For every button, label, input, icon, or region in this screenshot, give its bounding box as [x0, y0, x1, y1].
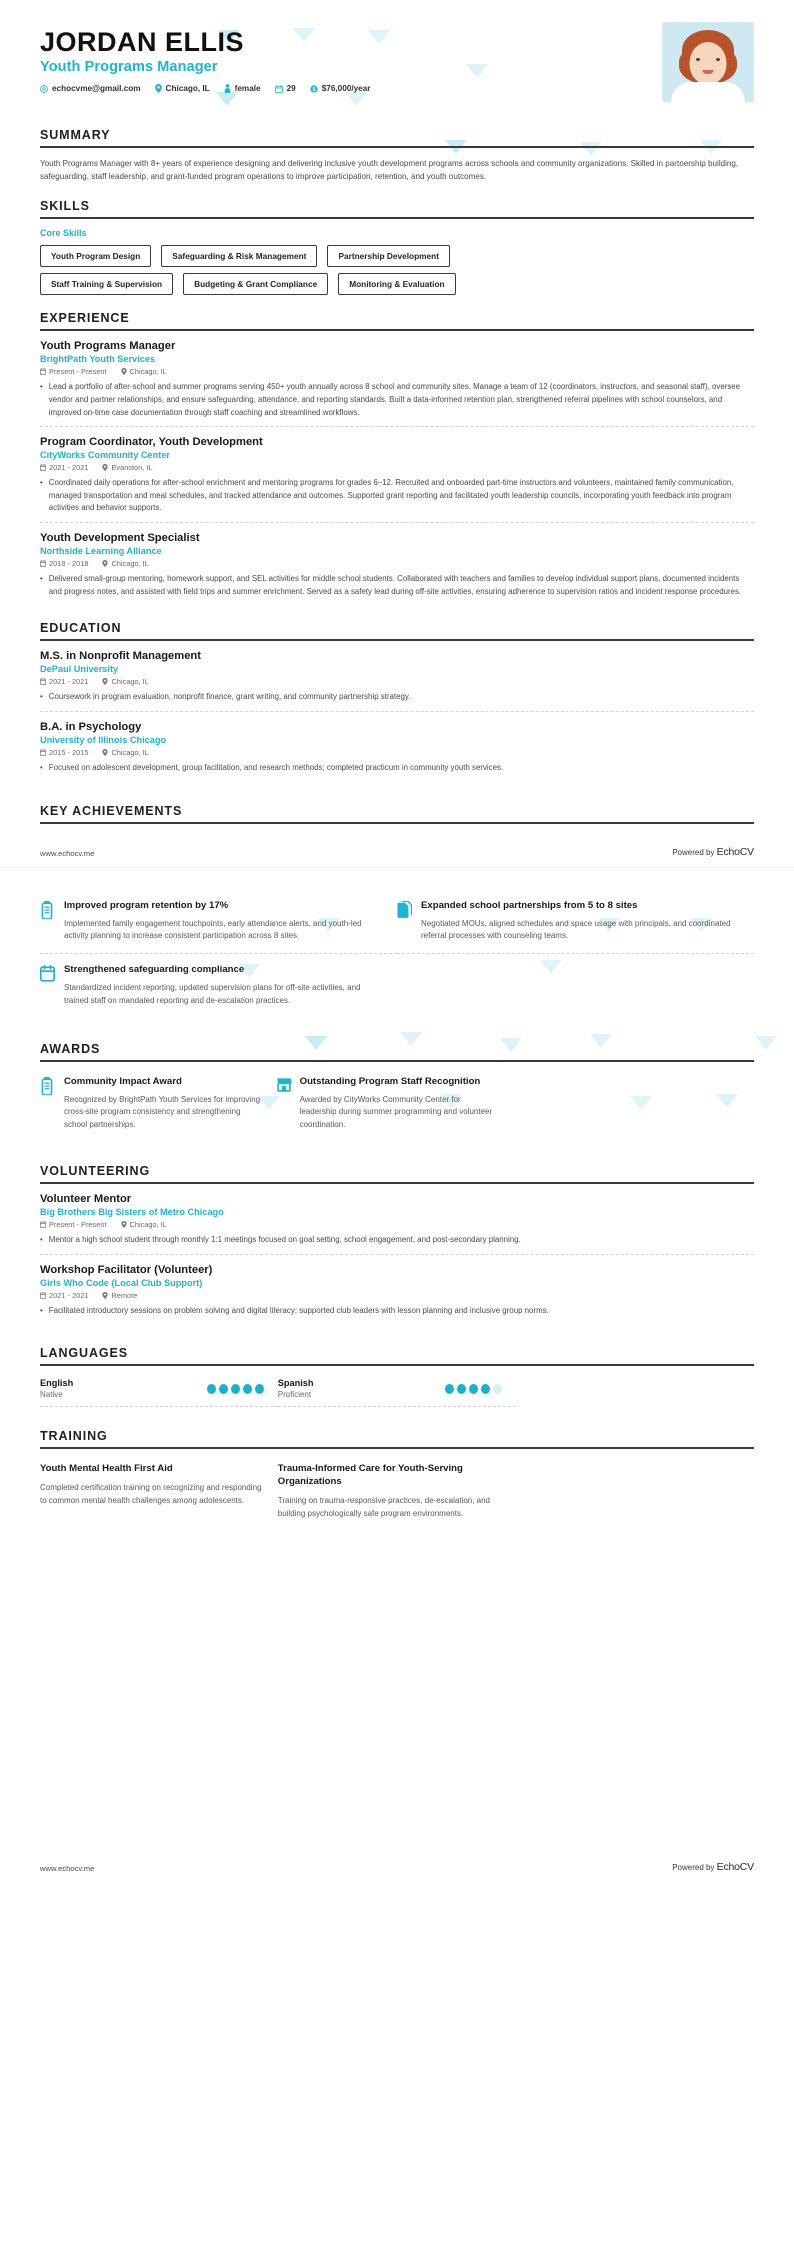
- bullet-dot: •: [40, 478, 43, 488]
- training-heading: TRAINING: [40, 1429, 108, 1444]
- entry-title: Youth Programs Manager: [40, 340, 176, 353]
- entry-dates-text: 2021 - 2021: [49, 677, 89, 687]
- footer-url: www.echocv.me: [40, 1863, 95, 1873]
- contact-location-text: Chicago, IL: [165, 84, 210, 94]
- email-icon: [40, 85, 48, 93]
- section-training: [40, 1429, 754, 1530]
- experience-entry: [40, 523, 754, 605]
- page-footer: [0, 846, 794, 858]
- summary-heading: SUMMARY: [40, 128, 111, 142]
- achievement-desc: Implemented family engagement touchpoints, early attendance alerts, and youth-led activity planning to increase consistent participation across 8 sites.: [64, 918, 362, 941]
- contact-email: [40, 84, 141, 93]
- entry-meta: [40, 1220, 754, 1229]
- section-experience: [40, 311, 754, 605]
- calendar-icon: [40, 560, 46, 567]
- entry-meta: [40, 367, 754, 376]
- calendar-icon: [40, 464, 46, 471]
- achievement-title: Expanded school partnerships from 5 to 8 sites: [421, 899, 638, 911]
- bullet-text: Focused on adolescent development, group facilitation, and research methods; completed practicum in community youth services.: [48, 762, 504, 772]
- entry-dates-text: 2018 - 2018: [49, 559, 89, 569]
- bullet-dot: •: [40, 692, 43, 702]
- contact-age: [275, 84, 296, 93]
- entry-bullets: [40, 762, 754, 775]
- location-pin-icon: [102, 749, 108, 756]
- bullet-text: Delivered small-group mentoring, homework support, and SEL activities for middle school students. Collaborated with teachers and families to develop individual support plans, documented incidents and progress notes, and assisted with field trips and summer enrichment. Served as a safety lead during off-site activities, ensuring adherence to supervision ratios and incident response procedures.: [48, 574, 742, 596]
- entry-location-text: Remote: [111, 1290, 138, 1300]
- language-rating: [445, 1378, 502, 1394]
- footer-powered-label: Powered by: [672, 1862, 715, 1872]
- bullet-item: [40, 477, 754, 515]
- bullet-item: [40, 573, 754, 598]
- candidate-role: Youth Programs Manager: [40, 59, 218, 76]
- entry-meta: [40, 463, 754, 472]
- skill-tag: Safeguarding & Risk Management: [161, 245, 317, 267]
- entry-location: [121, 1220, 167, 1229]
- entry-bullets: [40, 573, 754, 598]
- experience-entry: [40, 331, 754, 427]
- store-icon: [276, 1076, 292, 1132]
- award-item: [40, 1066, 276, 1142]
- award-desc: Awarded by CityWorks Community Center for leadership during summer programming and volunteer coordination.: [299, 1094, 493, 1130]
- entry-title: Youth Development Specialist: [40, 532, 200, 545]
- calendar-icon: [40, 1221, 46, 1228]
- entry-location-text: Chicago, IL: [129, 367, 167, 377]
- skill-tag: Budgeting & Grant Compliance: [183, 273, 328, 295]
- section-rule: [40, 822, 754, 824]
- location-pin-icon: [102, 560, 108, 567]
- entry-location: [102, 677, 148, 686]
- training-title: Trauma-Informed Care for Youth-Serving Organizations: [277, 1463, 463, 1488]
- entry-dates: [40, 1220, 107, 1229]
- resume-header: [0, 0, 794, 112]
- entry-location-text: Chicago, IL: [111, 747, 149, 757]
- award-title: Outstanding Program Staff Recognition: [299, 1075, 481, 1087]
- battery-icon: [40, 1076, 56, 1132]
- achievements-heading: KEY ACHIEVEMENTS: [40, 803, 183, 818]
- calendar-icon: [40, 1292, 46, 1299]
- entry-dates-text: 2021 - 2021: [49, 463, 89, 473]
- language-item-empty: [516, 1372, 754, 1407]
- section-awards: [40, 1042, 754, 1142]
- entry-dates: [40, 463, 88, 472]
- language-rating: [207, 1378, 264, 1394]
- language-level: Proficient: [277, 1390, 312, 1400]
- entry-dates-text: 2021 - 2021: [49, 1290, 89, 1300]
- language-text: [278, 1378, 314, 1399]
- entry-dates: [40, 367, 107, 376]
- page-spacer: [40, 1531, 754, 1861]
- training-item: [40, 1453, 278, 1530]
- section-rule: [40, 1364, 754, 1366]
- entry-title: M.S. in Nonprofit Management: [40, 650, 201, 663]
- entry-location-text: Evanston, IL: [111, 463, 153, 473]
- resume-page-2: [0, 868, 794, 1897]
- section-languages: [40, 1346, 754, 1407]
- contact-age-text: 29: [286, 84, 296, 94]
- svg-text:$: $: [312, 86, 316, 93]
- entry-bullets: [40, 691, 754, 704]
- section-rule: [40, 217, 754, 219]
- languages-list: [40, 1372, 754, 1407]
- entry-location: [121, 367, 167, 376]
- contact-email-text: echocvme@gmail.com: [52, 84, 141, 94]
- training-item-empty: [516, 1453, 754, 1530]
- contact-salary-text: $76,000/year: [321, 84, 371, 94]
- entry-organization: University of Illinois Chicago: [40, 734, 167, 745]
- bullet-text: Coursework in program evaluation, nonprofit finance, grant writing, and community partnership strategy.: [48, 692, 411, 702]
- bullet-text: Lead a portfolio of after-school and summer programs serving 450+ youth annually across 8 school and community sites. Manage a team of 12 (coordinators, instructors, and seasonal staff), oversee vendor and partner relationships, and ensure safeguarding, attendance, and reporting standards. Built a data-informed retention plan, strengthened referral pipelines with school counselors, and improved on-time case documentation through staff coaching and streamlined workflows.: [48, 382, 741, 417]
- entry-organization: Girls Who Code (Local Club Support): [40, 1277, 203, 1288]
- education-entry: [40, 641, 754, 712]
- achievement-item: [40, 954, 397, 1018]
- contact-gender-text: female: [234, 84, 261, 94]
- entry-organization: Northside Learning Alliance: [40, 546, 162, 557]
- entry-bullets: [40, 477, 754, 515]
- entry-dates: [40, 748, 88, 757]
- footer-url: www.echocv.me: [40, 848, 95, 858]
- entry-dates-text: Present - Present: [49, 367, 107, 377]
- training-item: [278, 1453, 516, 1530]
- bullet-text: Coordinated daily operations for after-school enrichment and mentoring programs for grades 6–12. Recruited and onboarded part-time instructors and volunteers, maintained family communication, managed transportation and meal schedules, and tracked attendance and outcomes. Supported grant reporting and facilitated youth leadership councils, incorporating youth feedback into program activities and behavior supports.: [48, 478, 734, 513]
- award-item: [276, 1066, 512, 1142]
- bullet-text: Mentor a high school student through monthly 1:1 meetings focused on goal setting, school engagement, and post-secondary planning.: [48, 1235, 521, 1245]
- skill-row: [40, 273, 754, 295]
- section-rule: [40, 146, 754, 148]
- calendar-icon: [40, 964, 56, 1008]
- documents-icon: [397, 900, 413, 944]
- entry-title: B.A. in Psychology: [40, 720, 142, 733]
- training-desc: Completed certification training on recognizing and responding to common mental health challenges among adolescents.: [40, 1483, 262, 1506]
- avatar: [662, 22, 754, 102]
- achievement-desc: Standardized incident reporting, updated supervision plans for off-site activities, and trained staff on mandated reporting and de-escalation practices.: [64, 983, 361, 1005]
- language-item: [278, 1372, 516, 1407]
- section-education: [40, 621, 754, 781]
- entry-meta: [40, 677, 754, 686]
- section-skills: [40, 199, 754, 295]
- language-item: [40, 1372, 278, 1407]
- training-list: [40, 1453, 754, 1530]
- achievement-title: Improved program retention by 17%: [64, 899, 229, 911]
- skills-subtitle: Core Skills: [40, 228, 87, 239]
- location-pin-icon: [155, 84, 162, 93]
- bullet-dot: •: [40, 762, 43, 772]
- person-icon: [224, 84, 231, 93]
- entry-location-text: Chicago, IL: [111, 677, 149, 687]
- entry-meta: [40, 748, 754, 757]
- skill-tag: Partnership Development: [327, 245, 450, 267]
- contact-salary: [310, 84, 371, 93]
- footer-powered-label: Powered by: [672, 847, 715, 857]
- award-item-empty: [511, 1066, 747, 1142]
- entry-dates-text: 2015 - 2015: [49, 747, 89, 757]
- footer-brand: [672, 846, 754, 858]
- experience-heading: EXPERIENCE: [40, 311, 130, 326]
- location-pin-icon: [102, 678, 108, 685]
- training-desc: Training on trauma-responsive practices, de-escalation, and building psychologically safe program environments.: [277, 1496, 491, 1518]
- bullet-item: [40, 691, 754, 704]
- bullet-dot: •: [40, 574, 43, 584]
- training-title: Youth Mental Health First Aid: [40, 1463, 173, 1475]
- calendar-icon: [40, 368, 46, 375]
- summary-text: Youth Programs Manager with 8+ years of experience designing and delivering inclusive youth development programs across schools and community organizations. Skilled in partnership building, safeguarding, staff leadership, and grant-funded program operations to improve participation, retention, and youth outcomes.: [40, 159, 739, 182]
- location-pin-icon: [121, 1221, 127, 1228]
- page-footer: [0, 1861, 794, 1873]
- contact-list: [40, 84, 648, 93]
- entry-bullets: [40, 381, 754, 419]
- skill-tag: Staff Training & Supervision: [40, 273, 173, 295]
- entry-organization: CityWorks Community Center: [40, 450, 171, 461]
- entry-location: [102, 748, 148, 757]
- bullet-dot: •: [40, 1305, 43, 1315]
- awards-list: [40, 1066, 754, 1142]
- location-pin-icon: [102, 464, 108, 471]
- contact-location: [155, 84, 210, 93]
- entry-organization: DePaul University: [40, 664, 119, 675]
- volunteering-entry: [40, 1255, 754, 1325]
- skills-heading: SKILLS: [40, 199, 90, 214]
- entry-dates: [40, 1291, 88, 1300]
- volunteering-heading: VOLUNTEERING: [40, 1164, 151, 1179]
- awards-heading: AWARDS: [40, 1041, 101, 1056]
- salary-icon: [310, 85, 318, 93]
- entry-dates: [40, 677, 88, 686]
- header-text-block: [40, 22, 648, 93]
- achievements-grid: [40, 890, 754, 1018]
- entry-title: Program Coordinator, Youth Development: [40, 436, 263, 449]
- achievement-item: [397, 890, 754, 955]
- language-text: [40, 1378, 73, 1399]
- bullet-item: [40, 1305, 754, 1318]
- section-rule: [40, 1060, 754, 1062]
- section-key-achievements-heading: [40, 804, 754, 824]
- award-desc: Recognized by BrightPath Youth Services for improving cross-site program consistency and strengthening school partnerships.: [64, 1094, 261, 1130]
- volunteering-entry: [40, 1184, 754, 1255]
- location-pin-icon: [121, 368, 127, 375]
- entry-organization: BrightPath Youth Services: [40, 354, 156, 365]
- entry-location: [102, 1291, 137, 1300]
- award-title: Community Impact Award: [64, 1075, 182, 1087]
- entry-title: Volunteer Mentor: [40, 1193, 132, 1206]
- languages-heading: LANGUAGES: [40, 1346, 128, 1361]
- footer-brand-name: EchoCV: [716, 1860, 754, 1873]
- language-name: Spanish: [277, 1378, 314, 1389]
- footer-brand-name: EchoCV: [716, 845, 754, 858]
- achievement-item: [40, 890, 397, 955]
- entry-title: Workshop Facilitator (Volunteer): [40, 1263, 213, 1276]
- entry-dates-text: Present - Present: [49, 1220, 107, 1230]
- bullet-item: [40, 1234, 754, 1247]
- section-volunteering: [40, 1164, 754, 1324]
- bullet-dot: •: [40, 1235, 43, 1245]
- contact-gender: [224, 84, 261, 93]
- bullet-text: Facilitated introductory sessions on problem solving and digital literacy; supported club leaders with lesson planning and inclusive group norms.: [48, 1305, 549, 1315]
- entry-organization: Big Brothers Big Sisters of Metro Chicago: [40, 1207, 224, 1218]
- education-heading: EDUCATION: [40, 621, 122, 636]
- candidate-name: JORDAN ELLIS: [40, 27, 245, 57]
- entry-meta: [40, 1291, 754, 1300]
- calendar-icon: [40, 678, 46, 685]
- bullet-item: [40, 762, 754, 775]
- bullet-item: [40, 381, 754, 419]
- skill-row: [40, 245, 754, 267]
- section-summary: [40, 128, 754, 183]
- calendar-icon: [40, 749, 46, 756]
- entry-location-text: Chicago, IL: [111, 559, 149, 569]
- language-level: Native: [40, 1390, 63, 1400]
- language-name: English: [40, 1378, 74, 1389]
- entry-location: [102, 463, 152, 472]
- achievement-desc: Negotiated MOUs, aligned schedules and space usage with principals, and coordinated referral processes with counseling teams.: [421, 918, 731, 941]
- entry-bullets: [40, 1234, 754, 1247]
- experience-entry: [40, 427, 754, 523]
- achievement-title: Strengthened safeguarding compliance: [64, 964, 245, 976]
- footer-brand: [672, 1861, 754, 1873]
- location-pin-icon: [102, 1292, 108, 1299]
- calendar-icon: [275, 85, 283, 93]
- entry-location: [102, 559, 148, 568]
- entry-meta: [40, 559, 754, 568]
- skill-tag-rows: [40, 245, 754, 295]
- education-entry: [40, 712, 754, 782]
- battery-icon: [40, 900, 56, 944]
- entry-dates: [40, 559, 88, 568]
- skill-tag: Monitoring & Evaluation: [338, 273, 455, 295]
- resume-page-1: [0, 0, 794, 868]
- section-rule: [40, 1447, 754, 1449]
- entry-location-text: Chicago, IL: [129, 1220, 167, 1230]
- entry-bullets: [40, 1305, 754, 1318]
- skill-tag: Youth Program Design: [40, 245, 151, 267]
- bullet-dot: •: [40, 382, 43, 392]
